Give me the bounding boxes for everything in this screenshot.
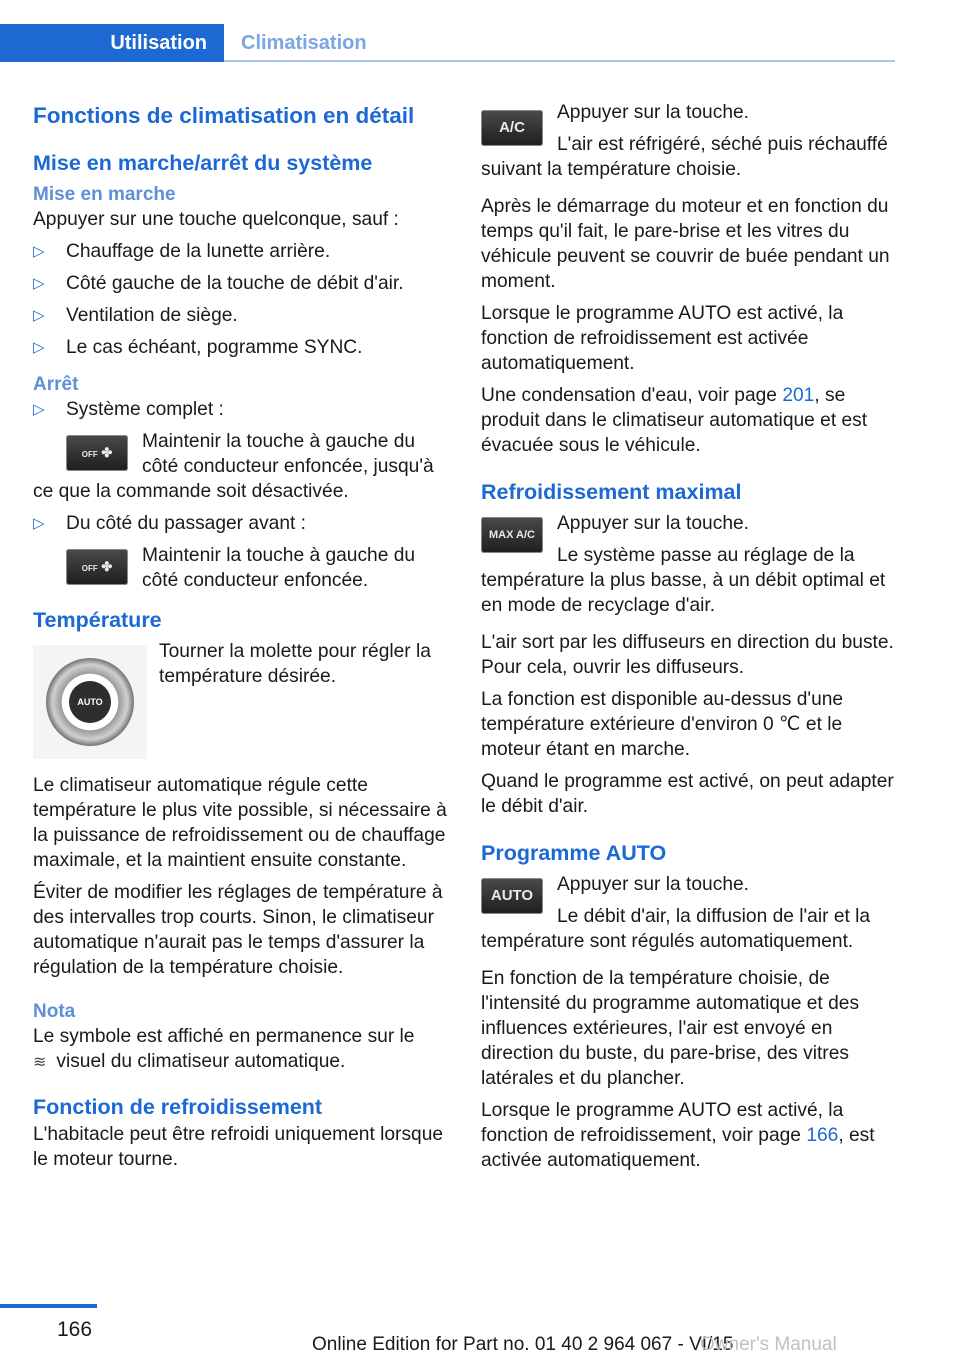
cooling-text: L'habitacle peut être refroidi uniquement lorsque le moteur tourne. (33, 1124, 444, 1170)
on-list (33, 239, 453, 360)
watermark: Owner's Manual (700, 1334, 837, 1355)
tab-climatisation[interactable]: Climatisation (241, 31, 367, 54)
tab-utilisation[interactable]: Utilisation (0, 24, 224, 62)
subsection-title-on: Mise en marche (33, 184, 176, 205)
max-paragraph: La fonction est disponible au-dessus d'une température extérieure d'environ 0 ℃ et le moteur étant en marche. (481, 689, 844, 760)
list-item: ▷ Système complet : OFF ✤ Maintenir la touche à gauche du côté conducteur enfoncée, jusqu'à ce que la commande soit désactivée. (33, 397, 453, 504)
note-text: Le symbole est affiché en permanence sur le ≋ visuel du climatiseur automatique. (33, 1024, 453, 1075)
max-block: MAX A/C Appuyer sur la touche. Le système passe au réglage de la température la plus basse, à un débit optimal et en mode de recyclage d'air. (481, 513, 886, 616)
page-link-166[interactable]: 166 (806, 1125, 839, 1146)
triangle-bullet-icon: ▷ (33, 339, 45, 356)
section-title-temperature: Température (33, 608, 162, 632)
ac-paragraph: Après le démarrage du moteur et en fonction du temps qu'il fait, le pare-brise et les vitres du véhicule peuvent se couvrir de buée pendant un moment. (481, 196, 890, 292)
off-instruction-1: OFF ✤ Maintenir la touche à gauche du côté conducteur enfoncée, jusqu'à ce que la commande soit désactivée. (33, 431, 434, 502)
temperature-paragraph: Le climatiseur automatique régule cette température le plus vite possible, si nécessaire à la puissance de refroidissement ou de chauffage maximale, et la maintient ensuite constante. (33, 775, 447, 871)
temperature-paragraph: Éviter de modifier les réglages de température à des intervalles trop courts. Sinon, le climatiseur automatique n'aurait pas le temps d'assurer la régulation de la température choisie. (33, 882, 443, 978)
right-column (481, 98, 895, 1180)
off-list (33, 397, 453, 593)
temperature-instruction: Tourner la molette pour régler la température désirée. (159, 641, 431, 687)
heat-wave-icon: ≋ (33, 1054, 47, 1071)
list-item: ▷ Ventilation de siège. (33, 305, 238, 326)
subsection-title-off: Arrêt (33, 374, 79, 395)
list-item: ▷ Le cas échéant, pogramme SYNC. (33, 337, 363, 358)
fan-off-button-icon: OFF ✤ (66, 549, 128, 585)
triangle-bullet-icon: ▷ (33, 243, 45, 260)
triangle-bullet-icon: ▷ (33, 275, 45, 292)
page-link-201[interactable]: 201 (782, 385, 815, 406)
page-title: Fonctions de climatisation en détail (33, 103, 415, 128)
max-paragraph: L'air sort par les diffuseurs en direction du buste. Pour cela, ouvrir les diffuseurs. (481, 632, 894, 678)
section-title-system: Mise en marche/arrêt du système (33, 151, 373, 175)
temperature-knob-icon: AUTO (33, 645, 147, 759)
triangle-bullet-icon: ▷ (33, 515, 45, 532)
ac-block: A/C Appuyer sur la touche. L'air est réfrigéré, séché puis réchauffé suivant la température choisie. (481, 102, 888, 180)
auto-block: AUTO Appuyer sur la touche. Le débit d'air, la diffusion de l'air et la température sont régulés automatiquement. (481, 874, 871, 952)
fan-off-button-icon: OFF ✤ (66, 435, 128, 471)
section-title-cooling: Fonction de refroidissement (33, 1095, 323, 1119)
off-instruction-2: OFF ✤ Maintenir la touche à gauche du côté conducteur enfoncée. (33, 543, 453, 593)
on-text: Appuyer sur une touche quelconque, sauf : (33, 209, 399, 230)
note-title: Nota (33, 1001, 76, 1022)
edition-text: Online Edition for Part no. 01 40 2 964 067 - VI/15 (312, 1334, 734, 1355)
page-header (0, 0, 960, 64)
auto-paragraph: Lorsque le programme AUTO est activé, la fonction de refroidissement, voir page 166, est activée automatiquement. (481, 1100, 875, 1171)
list-item: ▷ Du côté du passager avant : OFF ✤ Maintenir la touche à gauche du côté conducteur enfoncée. (33, 511, 453, 593)
ac-button-icon: A/C (481, 110, 543, 146)
temperature-block (33, 639, 453, 773)
ac-paragraph: Lorsque le programme AUTO est activé, la fonction de refroidissement est activée automatiquement. (481, 303, 844, 374)
triangle-bullet-icon: ▷ (33, 307, 45, 324)
list-item: ▷ Côté gauche de la touche de débit d'air. (33, 273, 404, 294)
footer-divider (0, 1304, 97, 1308)
auto-button-icon: AUTO (481, 878, 543, 914)
max-ac-button-icon: MAX A/C (481, 517, 543, 553)
ac-paragraph: Une condensation d'eau, voir page 201, se produit dans le climatiseur automatique et est évacuée sous le véhicule. (481, 385, 868, 456)
page-number: 166 (57, 1318, 93, 1341)
triangle-bullet-icon: ▷ (33, 401, 45, 418)
section-title-max-cooling: Refroidissement maximal (481, 480, 742, 504)
list-item: ▷ Chauffage de la lunette arrière. (33, 241, 331, 262)
header-divider (224, 60, 895, 62)
max-paragraph: Quand le programme est activé, on peut adapter le débit d'air. (481, 771, 894, 817)
auto-paragraph: En fonction de la température choisie, de l'intensité du programme automatique et des influences extérieures, l'air est envoyé en direction du buste, du pare-brise, des vitres latérales et du plancher. (481, 968, 860, 1089)
left-column (33, 98, 453, 1179)
section-title-auto: Programme AUTO (481, 841, 667, 865)
